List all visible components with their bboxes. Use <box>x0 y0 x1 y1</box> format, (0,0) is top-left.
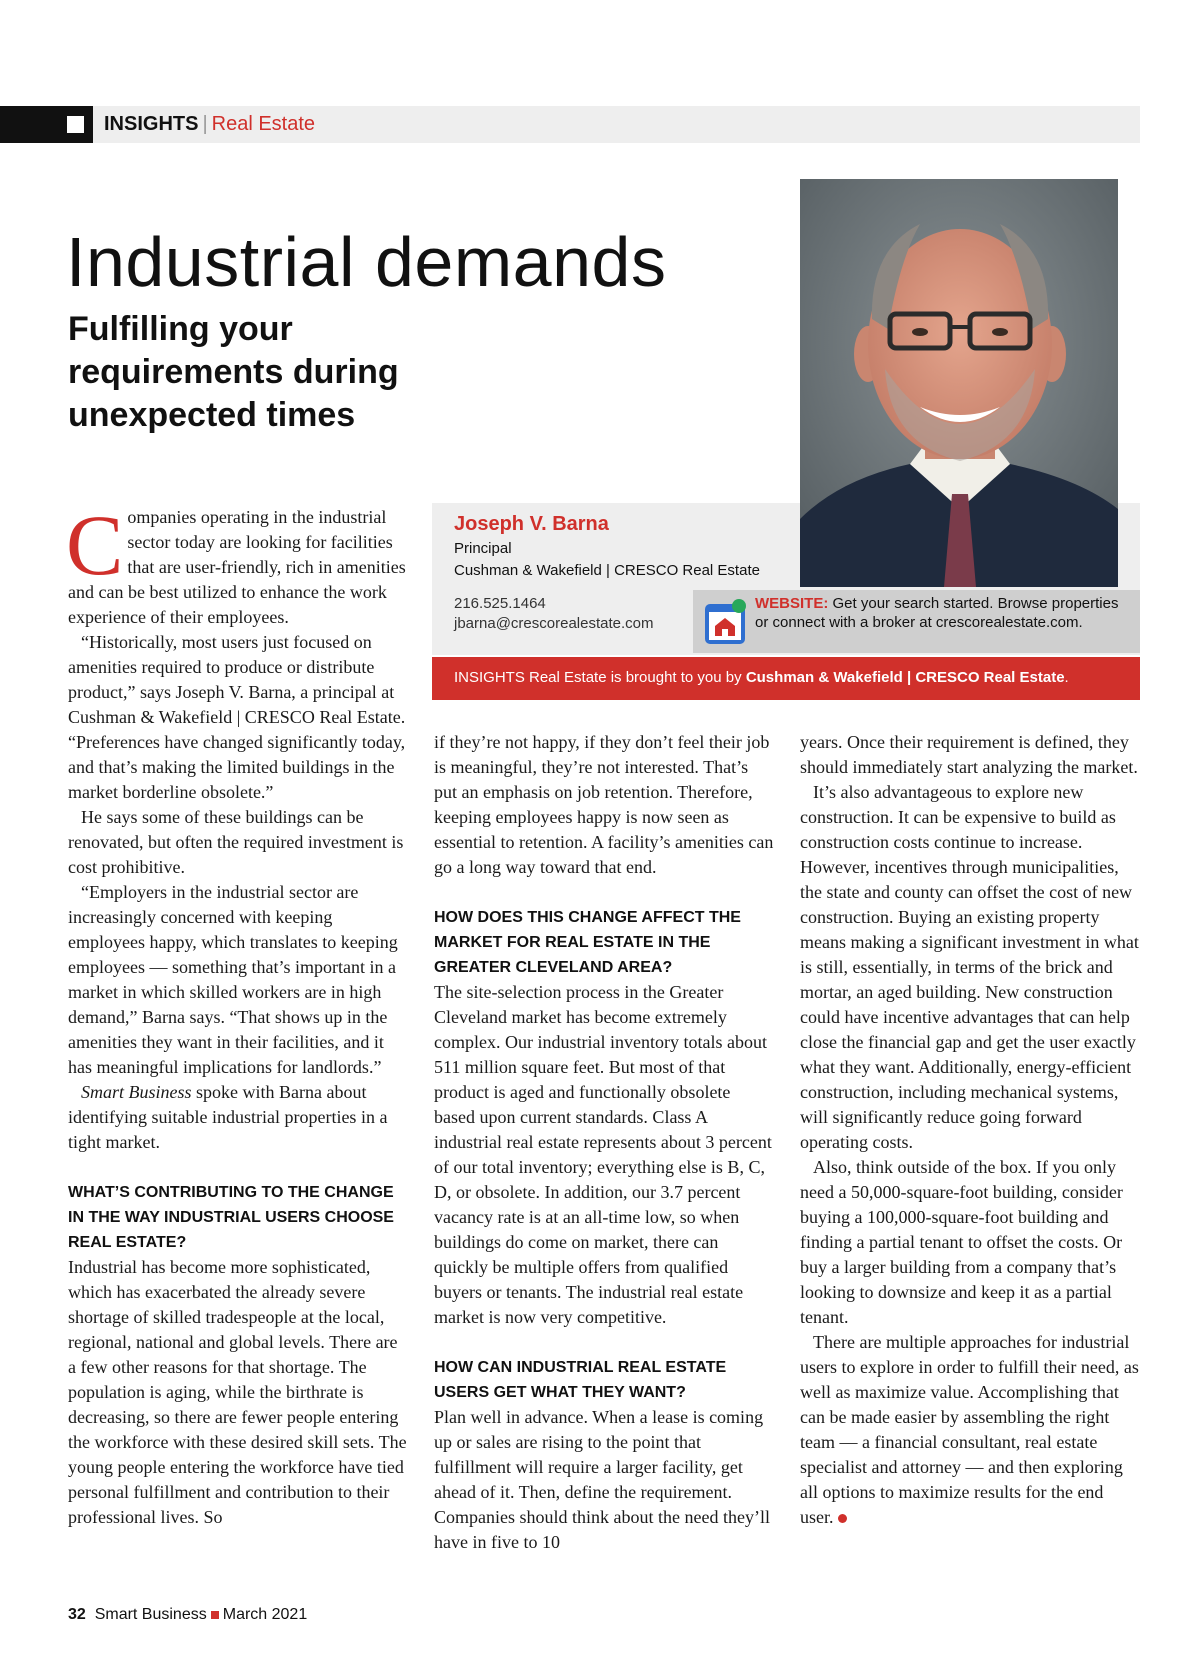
page-footer <box>68 1606 307 1624</box>
page-number: 32 <box>68 1606 86 1623</box>
subsection-name: Real Estate <box>211 113 316 135</box>
body-paragraph: “Historically, most users just focused on amenities required to produce or distribute product,” says Joseph V. Barna, a principal at Cushman & Wakefield | CRESCO Real Estate. “Preferences have changed significantly today, and that’s making the limited buildings in the market borderline obsolete.” <box>68 632 406 802</box>
lead-paragraph: Companies operating in the industrial sector today are looking for facilities that are user-friendly, rich in amenities and can be best utilized to enhance the work experience of their employees. <box>66 497 406 627</box>
body-paragraph: Also, think outside of the box. If you only need a 50,000-square-foot building, consider buying a 100,000-square-foot building and finding a partial tenant to offset the costs. Or buy a larger building from a company that’s looking to downsize and keep it as a partial tenant. <box>800 1157 1123 1327</box>
author-headshot-photo <box>800 179 1118 587</box>
website-promo-text <box>755 594 1135 632</box>
body-paragraph: Industrial has become more sophisticated, which has exacerbated the already severe shortage of skilled tradespeople at the local, regional, national and global levels. There are a few other reasons for that shortage. The population is aging, while the birthrate is decreasing, so there are fewer people entering the workforce with these desired skill sets. The young people entering the workforce have tied personal fulfillment and contribution to their professional lives. So <box>68 1257 407 1527</box>
header-black-block <box>0 106 93 143</box>
body-paragraph: There are multiple approaches for industrial users to explore in order to fulfill their need, as well as maximize value. Accomplishing that can be made easier by assembling the right team — a financial consultant, real estate specialist and attorney — and then exploring all options to maximize results for the end user. <box>800 1332 1139 1527</box>
sponsor-suffix: . <box>1064 669 1069 686</box>
body-paragraph: Plan well in advance. When a lease is coming up or sales are rising to the point that fulfillment will require a larger facility, get ahead of it. Then, define the requirement. Companies should think about the need they’ll have in five to 10 <box>434 1407 770 1552</box>
footer-square-icon <box>211 1611 219 1619</box>
article-title: Industrial demands <box>66 223 667 301</box>
author-phone: 216.525.1464 <box>454 595 546 612</box>
body-paragraph: years. Once their requirement is defined, they should immediately start analyzing the market. <box>800 732 1138 777</box>
article-column-3 <box>800 730 1140 1530</box>
issue-date: March 2021 <box>222 1606 308 1623</box>
body-paragraph: “Employers in the industrial sector are increasingly concerned with keeping employees happy, which translates to keeping employees — something that’s important in a market in which skilled workers are in high demand,” Barna says. “That shows up in the amenities they want in their facilities, and it has meaningful implications for landlords.” <box>68 882 398 1077</box>
section-heading: HOW DOES THIS CHANGE AFFECT THE MARKET FOR REAL ESTATE IN THE GREATER CLEVELAND AREA? <box>434 909 741 976</box>
house-webpage-icon <box>703 598 747 646</box>
publication-mention: Smart Business <box>81 1082 192 1102</box>
body-paragraph: It’s also advantageous to explore new construction. It can be expensive to build as construction costs continue to increase. However, incentives through municipalities, the state and county can offset the cost of new construction. Buying an existing property means making a significant investment in what is still, essentially, in terms of the brick and mortar, an aged building. New construction could have incentive advantages that can help close the financial gap and get the user exactly what they want. Additionally, energy-efficient construction, including mechanical systems, will significantly reduce going forward operating costs. <box>800 782 1139 1152</box>
author-company: Cushman & Wakefield | CRESCO Real Estate <box>454 562 760 579</box>
sponsor-bar <box>432 657 1140 700</box>
sponsor-prefix: INSIGHTS Real Estate is brought to you by <box>454 669 742 686</box>
header-square-icon <box>67 116 84 133</box>
sponsor-name: Cushman & Wakefield | CRESCO Real Estate <box>745 669 1065 686</box>
website-promo-box[interactable] <box>693 590 1140 653</box>
section-divider: | <box>202 113 208 135</box>
body-paragraph: He says some of these buildings can be renovated, but often the required investment is cost prohibitive. <box>68 807 404 877</box>
author-email: jbarna@crescorealestate.com <box>454 615 654 632</box>
body-paragraph: if they’re not happy, if they don’t feel their job is meaningful, they’re not interested. That’s put an emphasis on job retention. Therefore, keeping employees happy is now seen as essential to retention. A facility’s amenities can go a long way toward that end. <box>434 732 774 877</box>
section-label <box>104 113 315 136</box>
article-column-2 <box>434 730 774 1555</box>
article-subtitle: Fulfilling your requirements during unexpected times <box>68 310 399 434</box>
body-paragraph: Smart Business spoke with Barna about identifying suitable industrial properties in a tight market. <box>68 1082 388 1152</box>
author-role: Principal <box>454 540 512 557</box>
article-column-1 <box>66 497 408 1530</box>
website-label: WEBSITE: <box>755 595 829 612</box>
section-heading: HOW CAN INDUSTRIAL REAL ESTATE USERS GET WHAT THEY WANT? <box>434 1359 727 1401</box>
end-mark-icon <box>838 1514 847 1523</box>
publication-name: Smart Business <box>94 1606 207 1623</box>
spacer <box>434 880 774 905</box>
drop-cap: C <box>66 497 124 593</box>
spacer <box>68 1155 408 1180</box>
section-name: INSIGHTS <box>104 113 199 135</box>
section-header-bar <box>0 106 1140 143</box>
author-name: Joseph V. Barna <box>454 513 609 535</box>
spacer <box>434 1330 774 1355</box>
section-heading: WHAT’S CONTRIBUTING TO THE CHANGE IN THE WAY INDUSTRIAL USERS CHOOSE REAL ESTATE? <box>68 1184 394 1251</box>
body-paragraph: The site-selection process in the Greater Cleveland market has become extremely complex. Our industrial inventory totals about 511 million square feet. But most of that product is aged and functionally obsolete based upon current standards. Class A industrial real estate represents about 3 percent of our total inventory; everything else is B, C, D, or obsolete. In addition, our 3.7 percent vacancy rate is at an all-time low, so when buildings do come on market, there can quickly be multiple offers from qualified buyers or tenants. The industrial real estate market is now very competitive. <box>434 982 772 1327</box>
website-description[interactable]: Get your search started. Browse properties or connect with a broker at crescorealestate.com. <box>755 595 1119 631</box>
